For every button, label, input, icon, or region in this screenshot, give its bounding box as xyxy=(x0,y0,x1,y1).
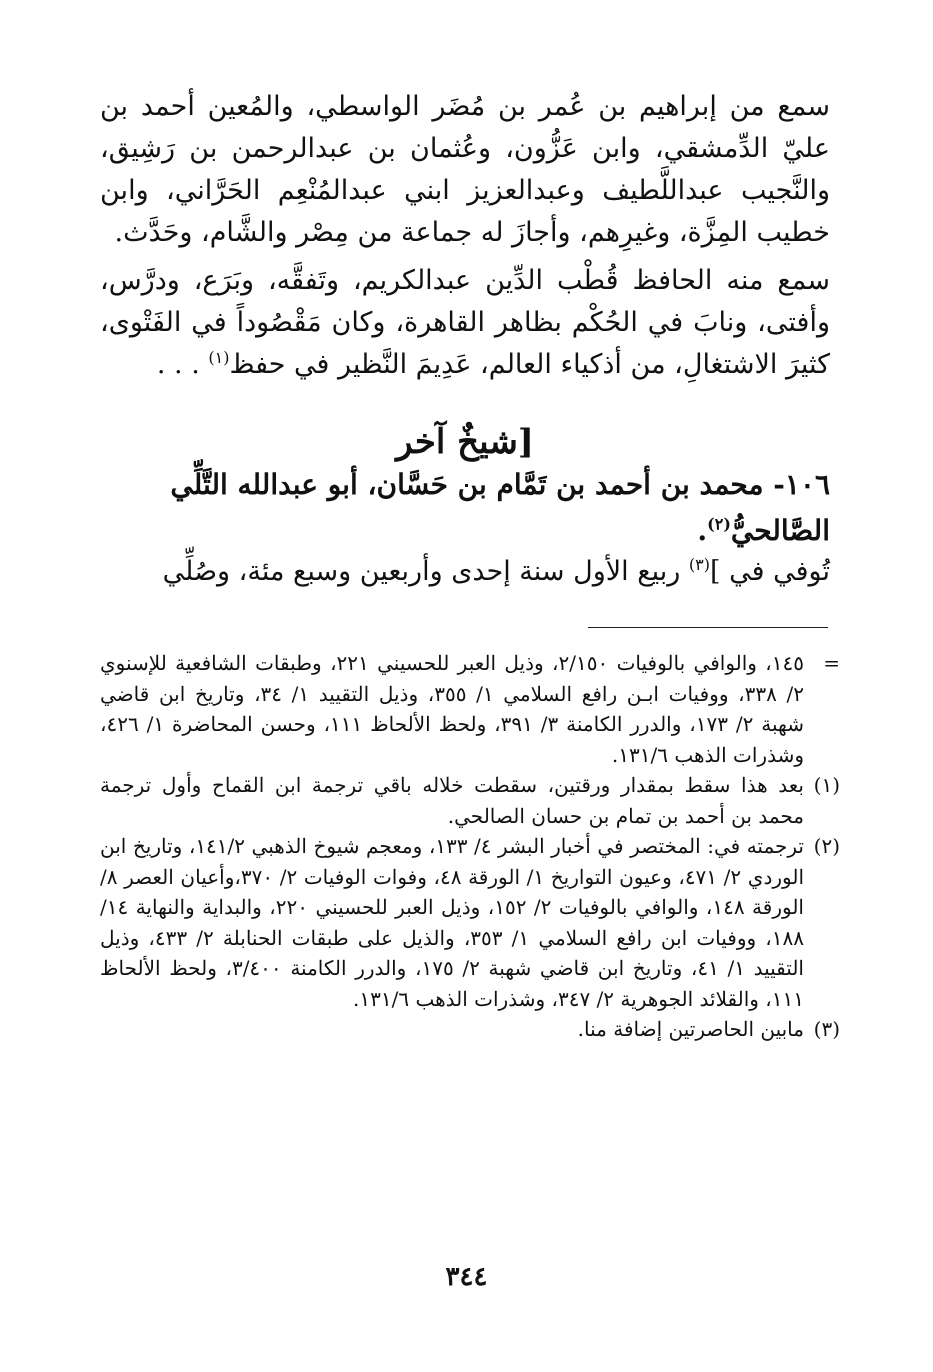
footnote-1 xyxy=(100,770,840,831)
biography-entry-title xyxy=(100,462,830,554)
footnote-text: بعد هذا سقط بمقدار ورقتين، سقطت خلاله باقي ترجمة ابن القماح وأول ترجمة محمد بن أحمد بن تمام بن حسان الصالحي. xyxy=(100,773,804,828)
footnote-marker: (١) xyxy=(813,773,840,797)
footnote-text: مابين الحاصرتين إضافة منا. xyxy=(577,1017,804,1041)
paragraph-text xyxy=(100,260,830,386)
footnote-separator xyxy=(588,627,828,628)
section-heading: [شيخٌ آخر xyxy=(396,422,534,462)
paragraph-text xyxy=(100,551,830,593)
footnote-marker: (٣) xyxy=(813,1017,840,1041)
footnote-continuation xyxy=(100,648,840,770)
footnote-text: ١٤٥، والوافي بالوفيات ٢/١٥٠، وذيل العبر للحسيني ٢٢١، وطبقات الشافعية للإسنوي ٢/ ٣٣٨، ووفيات ابـن رافع السلامي ١/ ٣٥٥، وذيل التقييد ١/ ٣٤، وتاريخ ابن قاضي شهبة ٢/ ١٧٣، والدرر الكامنة ٣/ ٣٩١، ولحظ الألحاظ ١١١، وحسن المحاضرة ١/ ٤٢٦، وشذرات الذهب ١٣١/٦. xyxy=(100,651,805,767)
entry-title-text: ١٠٦- محمد بن أحمد بن تَمَّام بن حَسَّان، أبو عبدالله التَّلِّي الصَّالحيُّ xyxy=(170,468,830,547)
paragraph-text-rest: ربيع الأول سنة إحدى وأربعين وسبع مئة، وصُلِّي xyxy=(162,556,689,587)
footnote-marker: (٢) xyxy=(813,834,840,858)
body-paragraph-3 xyxy=(100,551,830,593)
footnote-ref-1[interactable]: (١) xyxy=(208,348,230,367)
footnote-marker: = xyxy=(823,651,840,675)
footnote-ref-2[interactable]: (٢) xyxy=(707,514,731,534)
footnote-ref-3[interactable]: (٣) xyxy=(688,555,711,574)
page-number: ٣٤٤ xyxy=(445,1262,488,1292)
footnotes xyxy=(100,648,840,1045)
body-paragraph-1 xyxy=(100,86,830,254)
footnote-2 xyxy=(100,831,840,1014)
footnote-text: ترجمته في: المختصر في أخبار البشر ٤/ ١٣٣، ومعجم شيوخ الذهبي ١٤١/٢، وتاريخ ابن الوردي ٢/ ٤٧١، وعيون التواريخ ١/ الورقة ٤٨، وفوات الوفيات ٢/ ٣٧٠،وأعيان العصر ٨/ الورقة ١٤٨، والوافي بالوفيات ٢/ ١٥٢، وذيل العبر للحسيني ٢٢٠، والبداية والنهاية ١٤/ ١٨٨، ووفيات ابن رافع السلامي ١/ ٣٥٣، والذيل على طبقات الحنابلة ٢/ ٤٣٣، وذيل التقييد ١/ ٤١، وتاريخ ابن قاضي شهبة ٢/ ١٧٥، والدرر الكامنة ٣/٤٠٠، ولحظ الألحاظ ١١١، والقلائد الجوهرية ٢/ ٣٤٧، وشذرات الذهب ١٣١/٦. xyxy=(100,834,805,1011)
body-paragraph-2 xyxy=(100,260,830,386)
paragraph-ellipsis: . . . xyxy=(156,349,209,380)
entry-title-period: . xyxy=(697,514,708,547)
paragraph-text: سمع من إبراهيم بن عُمر بن مُضَر الواسطي، والمُعين أحمد بن عليّ الدِّمشقي، وابن عَزُّون، وعُثمان بن عبدالرحمن بن رَشِيق، والنَّجيب عبداللَّطيف وعبدالعزيز ابني عبدالمُنْعِم الحَرَّاني، وابن خطيب المِزَّة، وغيرِهم، وأجازَ له جماعة من مِصْر والشَّام، وحَدَّث. xyxy=(100,91,830,248)
footnote-3 xyxy=(100,1014,840,1045)
paragraph-text-main: سمع منه الحافظ قُطْب الدِّين عبدالكريم، وتَفقَّه، وبَرَع، ودرَّس، وأفتى، ونابَ في الحُكْم بظاهر القاهرة، وكان مَقْصُوداً في الفَتْوى، كثيرَ الاشتغالِ، من أذكياء العالم، عَدِيمَ النَّظير في حفظ xyxy=(100,265,830,380)
paragraph-text-head: تُوفي في ] xyxy=(710,556,830,587)
